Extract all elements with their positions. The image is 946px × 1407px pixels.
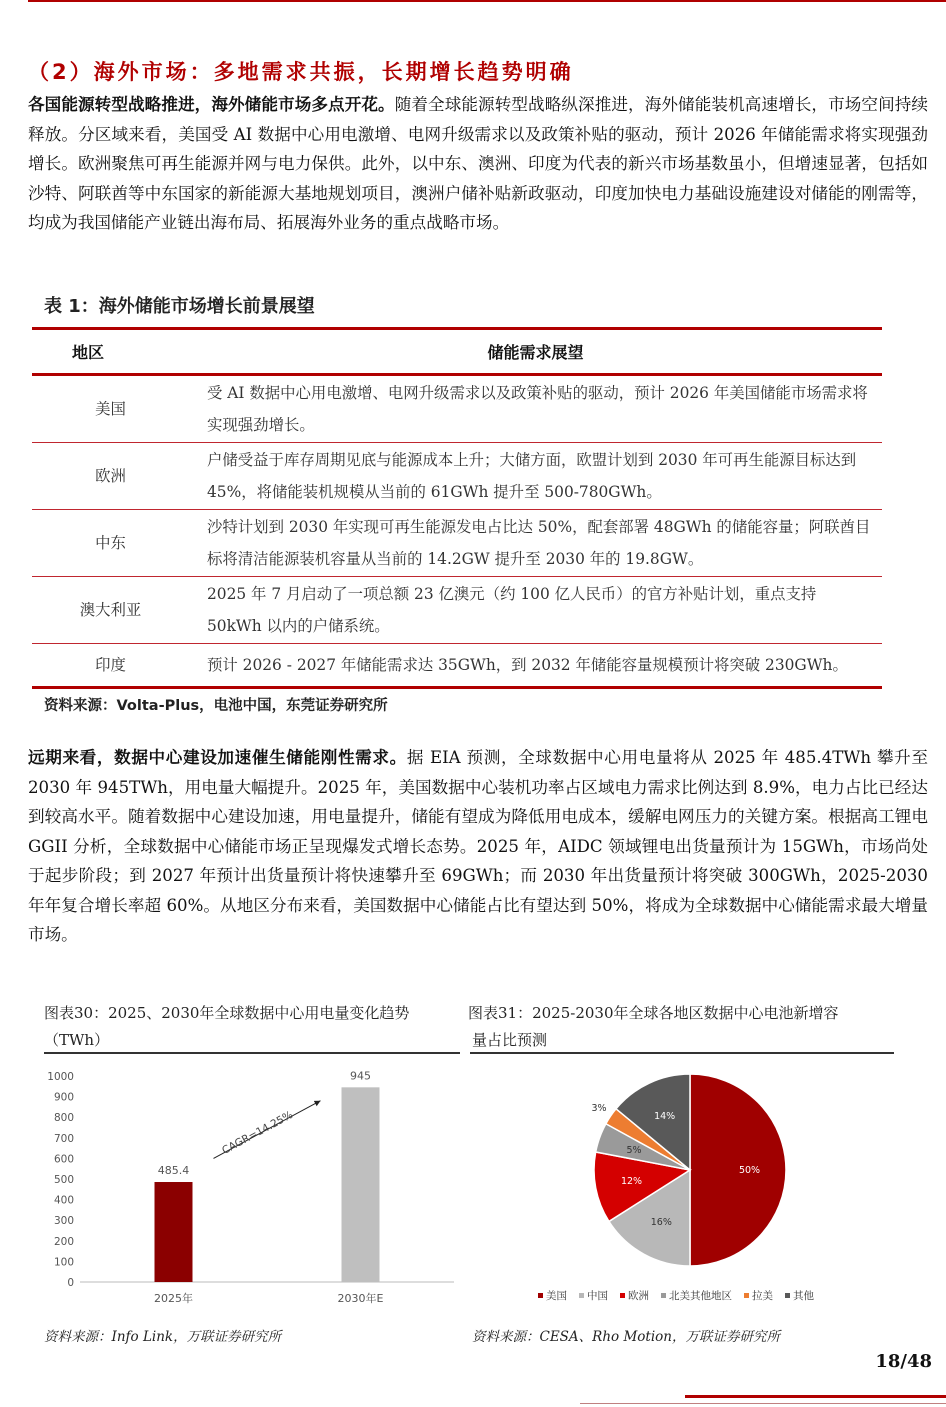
y-tick-label: 400: [53, 1194, 74, 1207]
paragraph-overseas: [28, 90, 928, 238]
y-tick-label: 700: [53, 1132, 74, 1145]
pie-slice-label: 16%: [650, 1217, 672, 1229]
bar-value-label: 485.4: [157, 1164, 190, 1178]
legend-label: 北美其他地区: [669, 1290, 732, 1302]
pie-slice-label: 50%: [738, 1165, 761, 1176]
table-title: 表 1：海外储能市场增长前景展望: [44, 296, 315, 317]
paragraph-body: 随着全球能源转型战略纵深推进，海外储能装机高速增长，市场空间持续释放。分区域来看，美国受 AI 数据中心用电激增、电网升级需求以及政策补贴的驱动，预计 2026 年储能需求将实现强劲增长。欧洲聚焦可再生能源并网与电力保供。此外，以中东、澳洲、印度为代表的新兴市场基数虽小，但增速显著，包括如沙特、阿联酋等中东国家的新能源大基地规划项目，澳洲户储补贴新政驱动，印度加快电力基础设施建设对储能的刚需等，均成为我国储能产业链出海布局、拓展海外业务的重点战略市场。: [28, 95, 929, 232]
outlook-cell: 沙特计划到 2030 年实现可再生能源发电占比达 50%，配套部署 48GWh 的储能容量；阿联酋目标将清洁能源装机容量从当前的 14.2GW 提升至 2030 年的 19.8GW。: [207, 518, 871, 568]
bar-chart: [44, 1062, 464, 1312]
outlook-cell: 受 AI 数据中心用电激增、电网升级需求以及政策补贴的驱动，预计 2026 年美国储能市场需求将实现强劲增长。: [207, 384, 868, 434]
table-row: [32, 443, 882, 510]
x-tick-label: 2025年: [154, 1292, 193, 1305]
y-tick-label: 100: [53, 1256, 74, 1269]
paragraph-datacenter: [28, 743, 928, 950]
figure30-rule: [44, 1052, 460, 1054]
y-tick-label: 900: [53, 1091, 74, 1104]
y-tick-label: 800: [53, 1112, 74, 1125]
pie-slice-label: 12%: [620, 1176, 643, 1188]
figure30-title-line1: 图表30：2025、2030年全球数据中心用电量变化趋势: [44, 1004, 410, 1022]
outlook-cell: 预计 2026 - 2027 年储能需求达 35GWh，到 2032 年储能容量规模预计将突破 230GWh。: [207, 656, 848, 674]
table-source: 资料来源：Volta-Plus，电池中国，东莞证券研究所: [44, 698, 388, 714]
legend-swatch: [579, 1293, 584, 1298]
region-cell: 美国: [95, 400, 126, 418]
paragraph-lead: 各国能源转型战略推进，海外储能市场多点开花。: [28, 94, 395, 114]
legend-label: 美国: [546, 1290, 567, 1302]
y-tick-label: 200: [53, 1235, 74, 1248]
bar-value-label: 945: [350, 1069, 371, 1083]
x-tick-label: 2030年E: [337, 1292, 384, 1305]
figure31-title-line2: 量占比预测: [472, 1031, 548, 1049]
legend-swatch: [661, 1293, 666, 1298]
legend-swatch: [785, 1293, 790, 1298]
table-row: [32, 510, 882, 577]
y-tick-label: 600: [53, 1153, 74, 1166]
legend-swatch: [538, 1293, 543, 1298]
outlook-table: [32, 327, 882, 689]
figure31-rule: [470, 1052, 894, 1054]
col-outlook-header: 储能需求展望: [487, 343, 584, 362]
table-row: [32, 375, 882, 443]
figure30-source: 资料来源：Info Link，万联证券研究所: [44, 1329, 282, 1345]
figure31-title-line1: 图表31：2025-2030年全球各地区数据中心电池新增容: [468, 1004, 839, 1022]
region-cell: 中东: [95, 534, 126, 552]
outlook-cell: 2025 年 7 月启动了一项总额 23 亿澳元（约 100 亿人民币）的官方补贴计划，重点支持 50kWh 以内的户储系统。: [207, 585, 817, 635]
pie-slice-label: 3%: [591, 1103, 607, 1115]
y-tick-label: 1000: [47, 1071, 74, 1083]
bar-2: [342, 1087, 380, 1282]
col-region-header: 地区: [72, 343, 105, 362]
top-rule: [28, 0, 946, 2]
table-header-row: [32, 329, 882, 375]
outlook-cell: 户储受益于库存周期见底与能源成本上升；大储方面，欧盟计划到 2030 年可再生能源目标达到 45%，将储能装机规模从当前的 61GWh 提升至 500-780GWh。: [207, 451, 857, 501]
region-cell: 澳大利亚: [79, 601, 142, 619]
y-tick-label: 500: [53, 1174, 74, 1186]
figure30-title-line2: （TWh）: [44, 1031, 110, 1049]
bar-1: [155, 1182, 193, 1282]
table-row: [32, 644, 882, 688]
legend-label: 拉美: [752, 1290, 773, 1302]
table-row: [32, 577, 882, 644]
paragraph-lead: 远期来看，数据中心建设加速催生储能刚性需求。: [28, 747, 407, 767]
region-cell: 欧洲: [95, 467, 126, 485]
y-tick-label: 300: [53, 1215, 74, 1228]
bottom-rule-thin: [580, 1403, 946, 1404]
figure31-title: [468, 1000, 898, 1054]
legend-swatch: [620, 1293, 625, 1298]
figure30-title: [44, 1000, 464, 1054]
pie-slice-label: 14%: [654, 1111, 676, 1123]
figure31-source: 资料来源：CESA、Rho Motion，万联证券研究所: [472, 1329, 780, 1345]
pie-slice-label: 5%: [626, 1144, 642, 1156]
legend-label: 欧洲: [628, 1290, 649, 1302]
legend-swatch: [744, 1293, 749, 1298]
pie-chart: [470, 1062, 894, 1312]
page-number: 18/48: [875, 1351, 932, 1372]
section-heading: （2）海外市场：多地需求共振，长期增长趋势明确: [28, 60, 574, 84]
paragraph-body: 据 EIA 预测，全球数据中心用电量将从 2025 年 485.4TWh 攀升至 2030 年 945TWh，用电量大幅提升。2025 年，美国数据中心装机功率占区域电力需求比例达到 8.9%，电力占比已经达到较高水平。随着数据中心建设加速，用电量提升，储能有望成为降低用电成本，缓解电网压力的关键方案。根据高工锂电 GGII 分析，全球数据中心储能市场正呈现爆发式增长态势。2025 年，AIDC 领域锂电出货量预计为 15GWh，市场尚处于起步阶段；到 2027 年预计出货量预计将快速攀升至 69GWh；而 2030 年出货量预计将突破 300GWh，2025-2030 年年复合增长率超 60%。从地区分布来看，美国数据中心储能占比有望达到 50%，将成为全球数据中心储能需求最大增量市场。: [28, 748, 929, 944]
y-tick-label: 0: [67, 1277, 74, 1289]
legend-label: 中国: [587, 1290, 608, 1302]
bottom-rule: [685, 1395, 946, 1398]
region-cell: 印度: [95, 656, 126, 674]
legend-label: 其他: [793, 1290, 814, 1302]
cagr-label: CAGR=14.25%: [220, 1108, 296, 1157]
